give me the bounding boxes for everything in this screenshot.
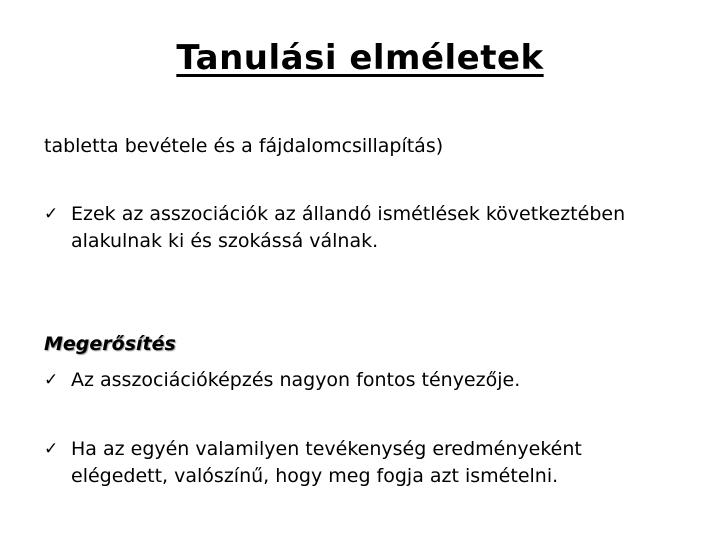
check-icon: ✓ — [44, 439, 59, 459]
bullet-text: Az asszociációképzés nagyon fontos tényezője. — [71, 369, 521, 391]
bullet-item — [44, 367, 684, 394]
bullet-text: Ha az egyén valamilyen tevékenység eredményeként elégedett, valószínű, hogy meg fogja azt ismételni. — [71, 438, 582, 487]
check-icon: ✓ — [44, 370, 59, 390]
bullet-item — [44, 201, 684, 255]
check-icon: ✓ — [44, 204, 59, 224]
slide-title — [0, 38, 720, 78]
section-heading: Megerősítés — [44, 333, 176, 355]
slide-title-text: Tanulási elméletek — [176, 38, 544, 78]
bullet-item — [44, 436, 684, 490]
intro-line: tabletta bevétele és a fájdalomcsillapítás) — [44, 135, 444, 157]
bullet-text: Ezek az asszociációk az állandó ismétlések következtében alakulnak ki és szokássá válnak. — [71, 203, 626, 252]
